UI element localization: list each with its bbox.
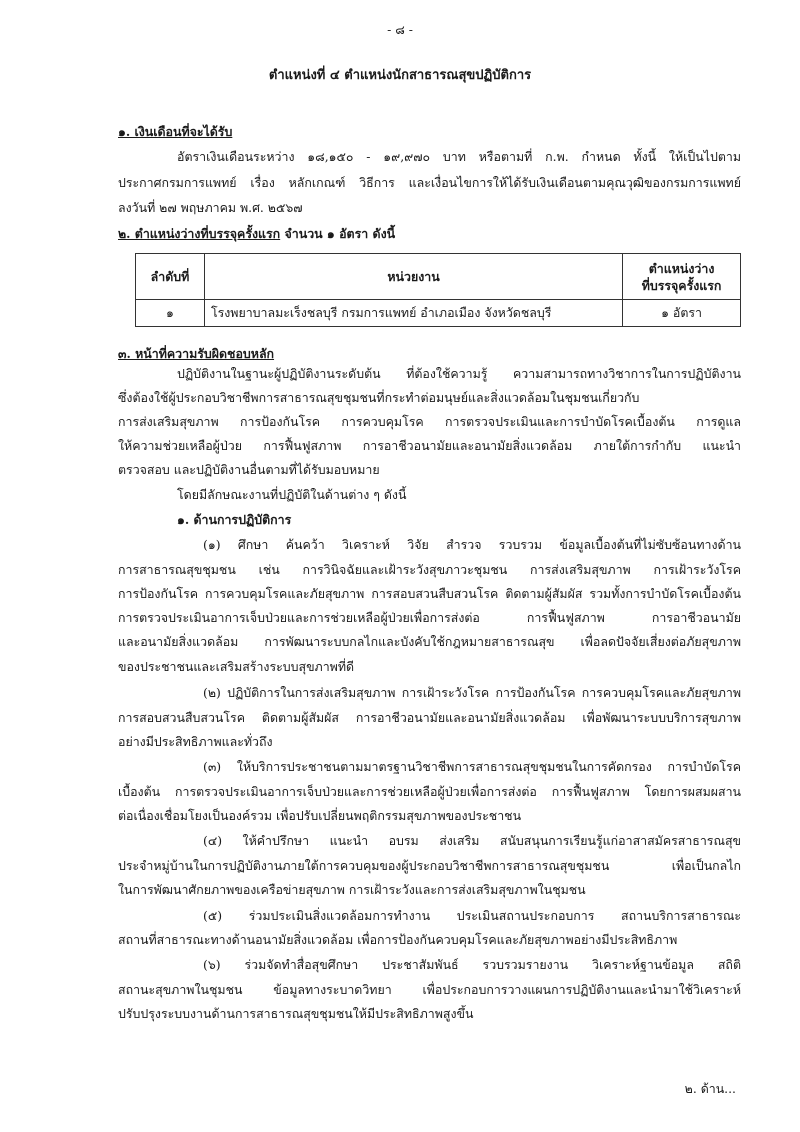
- item-line: ของประชาชนและเสริมสร้างระบบสุขภาพที่ดี: [118, 659, 355, 674]
- section1-line: ลงวันที่ ๒๗ พฤษภาคม พ.ศ. ๒๕๖๗: [118, 200, 303, 215]
- item-line: (๑) ศึกษา ค้นคว้า วิเคราะห์ วิจัย สำรวจ รวบรวม ข้อมูลเบื้องต้นที่ไม่ซับซ้อนทางด้าน: [203, 537, 741, 552]
- section1-line: ประกาศกรมการแพทย์ เรื่อง หลักเกณฑ์ วิธีการ และเงื่อนไขการให้ได้รับเงินเดือนตามคุณวุฒิของกรมการแพทย์: [118, 175, 741, 190]
- continuation-marker: ๒. ด้าน...: [684, 1081, 736, 1096]
- table-header-row: [136, 254, 741, 300]
- header-vacancy-line1: ตำแหน่งว่าง: [648, 260, 715, 276]
- item-line: การสาธารณสุขชุมชน เช่น การวินิจฉัยและเฝ้าระวังสุขภาวะชุมชน การส่งเสริมสุขภาพ การเฝ้าระวังโรค: [118, 562, 741, 577]
- sub-heading: ๑. ด้านการปฏิบัติการ: [177, 512, 292, 527]
- section1-heading: ๑. เงินเดือนที่จะได้รับ: [118, 124, 233, 139]
- intro-line: ตรวจสอบ และปฏิบัติงานอื่นตามที่ได้รับมอบหมาย: [118, 462, 380, 477]
- item-line: เบื้องต้น การตรวจประเมินอาการเจ็บป่วยและการช่วยเหลือผู้ป่วยเพื่อการส่งต่อ การฟื้นฟูสภาพ โดยการผสมผสาน: [118, 784, 741, 799]
- intro-line: ปฏิบัติงานในฐานะผู้ปฏิบัติงานระดับต้น ที่ต้องใช้ความรู้ ความสามารถทางวิชาการในการปฏิบัติงาน: [177, 366, 741, 381]
- header-unit: หน่วยงาน: [204, 254, 622, 300]
- cell-vacancy: ๑ อัตรา: [623, 300, 741, 327]
- item-line: (๕) ร่วมประเมินสิ่งแวดล้อมการทำงาน ประเมินสถานประกอบการ สถานบริการสาธารณะ: [203, 908, 741, 923]
- item-line: สถานที่สาธารณะทางด้านอนามัยสิ่งแวดล้อม เพื่อการป้องกันควบคุมโรคและภัยสุขภาพอย่างมีประสิทธิภาพ: [118, 932, 678, 947]
- item-line: และอนามัยสิ่งแวดล้อม การพัฒนาระบบกลไกและบังคับใช้กฎหมายสาธารณสุข เพื่อลดปัจจัยเสี่ยงต่อภัยสุขภาพ: [118, 634, 741, 649]
- position-title: ตำแหน่งที่ ๔ ตำแหน่งนักสาธารณสุขปฏิบัติการ: [268, 68, 532, 83]
- table-row: [136, 300, 741, 327]
- item-line: (๖) ร่วมจัดทำสื่อสุขศึกษา ประชาสัมพันธ์ รวบรวมรายงาน วิเคราะห์ฐานข้อมูล สถิติ: [203, 957, 741, 972]
- item-line: การสอบสวนสืบสวนโรค ติดตามผู้สัมผัส การอาชีวอนามัยและอนามัยสิ่งแวดล้อม เพื่อพัฒนาระบบบริการสุขภาพ: [118, 710, 741, 725]
- intro-line: ให้ความช่วยเหลือผู้ป่วย การฟื้นฟูสภาพ การอาชีวอนามัยและอนามัยสิ่งแวดล้อม ภายใต้การกำกับ แนะนำ: [118, 438, 741, 453]
- vacancy-table: [135, 253, 741, 327]
- intro-line: การส่งเสริมสุขภาพ การป้องกันโรค การควบคุมโรค การตรวจประเมินและการบำบัดโรคเบื้องต้น การดูแล: [118, 414, 741, 429]
- section2-heading-underlined: ๒. ตำแหน่งว่างที่บรรจุครั้งแรก: [118, 226, 281, 241]
- item-line: อย่างมีประสิทธิภาพและทั่วถึง: [118, 734, 273, 749]
- header-vacancy-line2: ที่บรรจุครั้งแรก: [641, 277, 722, 293]
- intro-line: ซึ่งต้องใช้ผู้ประกอบวิชาชีพการสาธารณสุขชุมชนที่กระทำต่อมนุษย์และสิ่งแวดล้อมในชุมชนเกี่ยวกับ: [118, 390, 640, 405]
- page-number: - ๘ -: [387, 22, 413, 37]
- item-line: ปรับปรุงระบบงานด้านการสาธารณสุขชุมชนให้มีประสิทธิภาพสูงขึ้น: [118, 1006, 474, 1021]
- section2-heading-rest: จำนวน ๑ อัตรา ดังนี้: [280, 226, 396, 241]
- item-line: (๓) ให้บริการประชาชนตามมาตรฐานวิชาชีพการสาธารณสุขชุมชนในการคัดกรอง การบำบัดโรค: [203, 759, 741, 774]
- section2-heading: [118, 226, 395, 242]
- header-order: ลำดับที่: [136, 254, 205, 300]
- cell-unit: โรงพยาบาลมะเร็งชลบุรี กรมการแพทย์ อำเภอเมือง จังหวัดชลบุรี: [204, 300, 622, 327]
- header-vacancy: [623, 254, 741, 300]
- cell-order: ๑: [136, 300, 205, 327]
- item-line: ในการพัฒนาศักยภาพของเครือข่ายสุขภาพ การเฝ้าระวังและการส่งเสริมสุขภาพในชุมชน: [118, 882, 586, 897]
- item-line: (๔) ให้คำปรึกษา แนะนำ อบรม ส่งเสริม สนับสนุนการเรียนรู้แก่อาสาสมัครสาธารณสุข: [203, 833, 741, 848]
- item-line: การตรวจประเมินอาการเจ็บป่วยและการช่วยเหลือผู้ป่วยเพื่อการส่งต่อ การฟื้นฟูสภาพ การอาชีวอนามัย: [118, 610, 741, 625]
- item-line: ประจำหมู่บ้านในการปฏิบัติงานภายใต้การควบคุมของผู้ประกอบวิชาชีพการสาธารณสุขชุมชน เพื่อเป็นกลไก: [118, 858, 741, 873]
- subintro: โดยมีลักษณะงานที่ปฏิบัติในด้านต่าง ๆ ดังนี้: [177, 487, 407, 502]
- section1-line: อัตราเงินเดือนระหว่าง ๑๘,๑๕๐ - ๑๙,๙๗๐ บาท หรือตามที่ ก.พ. กำหนด ทั้งนี้ ให้เป็นไปตาม: [177, 149, 741, 164]
- item-line: (๒) ปฏิบัติการในการส่งเสริมสุขภาพ การเฝ้าระวังโรค การป้องกันโรค การควบคุมโรคและภัยสุขภาพ: [203, 685, 741, 700]
- section3-heading: ๓. หน้าที่ความรับผิดชอบหลัก: [118, 346, 275, 361]
- item-line: การป้องกันโรค การควบคุมโรคและภัยสุขภาพ การสอบสวนสืบสวนโรค ติดตามผู้สัมผัส รวมทั้งการบำบัดโรคเบื้องต้น: [118, 586, 741, 601]
- item-line: ต่อเนื่องเชื่อมโยงเป็นองค์รวม เพื่อปรับเปลี่ยนพฤติกรรมสุขภาพของประชาชน: [118, 808, 522, 823]
- item-line: สถานะสุขภาพในชุมชน ข้อมูลทางระบาดวิทยา เพื่อประกอบการวางแผนการปฏิบัติงานและนำมาใช้วิเคราะห์: [118, 982, 741, 997]
